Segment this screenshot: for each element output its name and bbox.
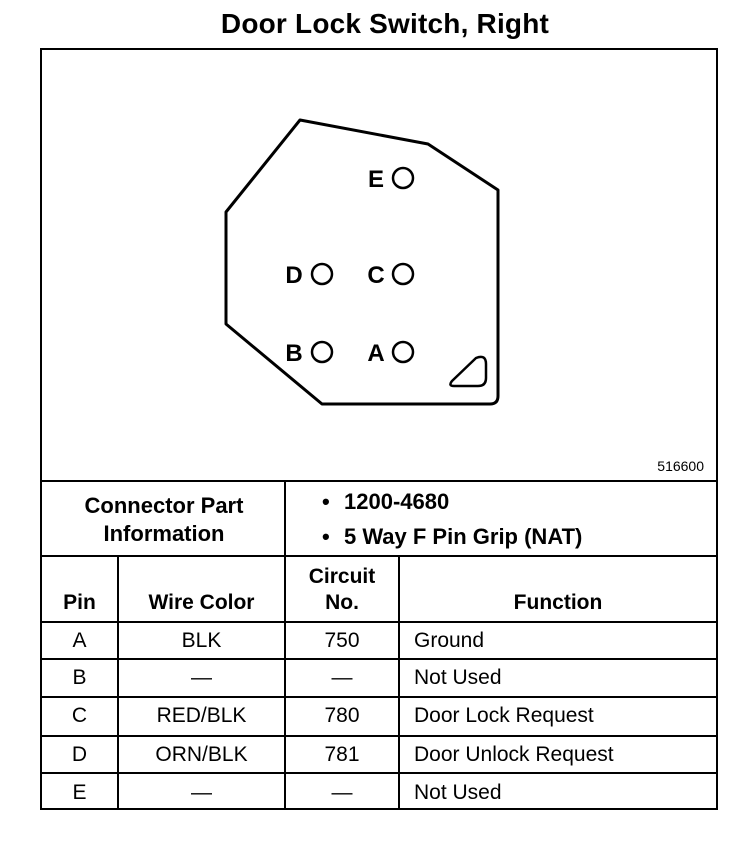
circuit-cell: 781 xyxy=(324,743,360,766)
pin-cell: D xyxy=(71,743,88,766)
circuit-cell: — xyxy=(331,666,353,689)
pin-a-cavity xyxy=(393,342,413,362)
function-cell: Door Lock Request xyxy=(414,704,594,727)
divider xyxy=(40,555,718,557)
pin-cell: A xyxy=(72,629,87,652)
figure-number: 516600 xyxy=(657,458,704,474)
header-function: Function xyxy=(513,591,603,614)
divider xyxy=(40,696,718,698)
pin-cell: E xyxy=(72,781,87,804)
page-title: Door Lock Switch, Right xyxy=(220,8,550,39)
pin-d-cavity xyxy=(312,264,332,284)
circuit-cell: 780 xyxy=(324,704,360,727)
circuit-cell: — xyxy=(331,781,353,804)
wire-color-cell: — xyxy=(191,666,212,689)
divider xyxy=(40,480,718,482)
pin-c-label: C xyxy=(367,262,385,289)
connector-outline xyxy=(226,120,498,404)
header-circuit-no: Circuit No. xyxy=(308,565,376,614)
wire-color-cell: BLK xyxy=(181,629,222,652)
pin-e-label: E xyxy=(367,166,385,193)
function-cell: Ground xyxy=(414,629,485,652)
connector-face-svg xyxy=(40,48,718,480)
polarization-key xyxy=(450,357,486,386)
connector-type-item: • 5 Way F Pin Grip (NAT) xyxy=(322,524,583,549)
divider xyxy=(40,658,718,660)
pin-cell: B xyxy=(72,666,87,689)
header-pin: Pin xyxy=(63,591,96,614)
function-cell: Not Used xyxy=(414,666,502,689)
wire-color-cell: — xyxy=(191,781,212,804)
pin-e-cavity xyxy=(393,168,413,188)
pin-b-label: B xyxy=(285,340,303,367)
pin-cell: C xyxy=(71,704,88,727)
wire-color-cell: RED/BLK xyxy=(156,704,247,727)
pin-a-label: A xyxy=(367,340,385,367)
header-wire-color: Wire Color xyxy=(148,591,255,614)
divider xyxy=(40,621,718,623)
pin-d-label: D xyxy=(285,262,303,289)
divider xyxy=(40,735,718,737)
circuit-cell: 750 xyxy=(324,629,360,652)
pin-b-cavity xyxy=(312,342,332,362)
connector-part-info-label: Connector Part Information xyxy=(84,493,244,546)
wire-color-cell: ORN/BLK xyxy=(155,743,248,766)
function-cell: Not Used xyxy=(414,781,502,804)
connector-diagram xyxy=(40,48,718,480)
divider xyxy=(40,772,718,774)
function-cell: Door Unlock Request xyxy=(414,743,614,766)
part-number-item: • 1200-4680 xyxy=(322,489,450,514)
pin-c-cavity xyxy=(393,264,413,284)
